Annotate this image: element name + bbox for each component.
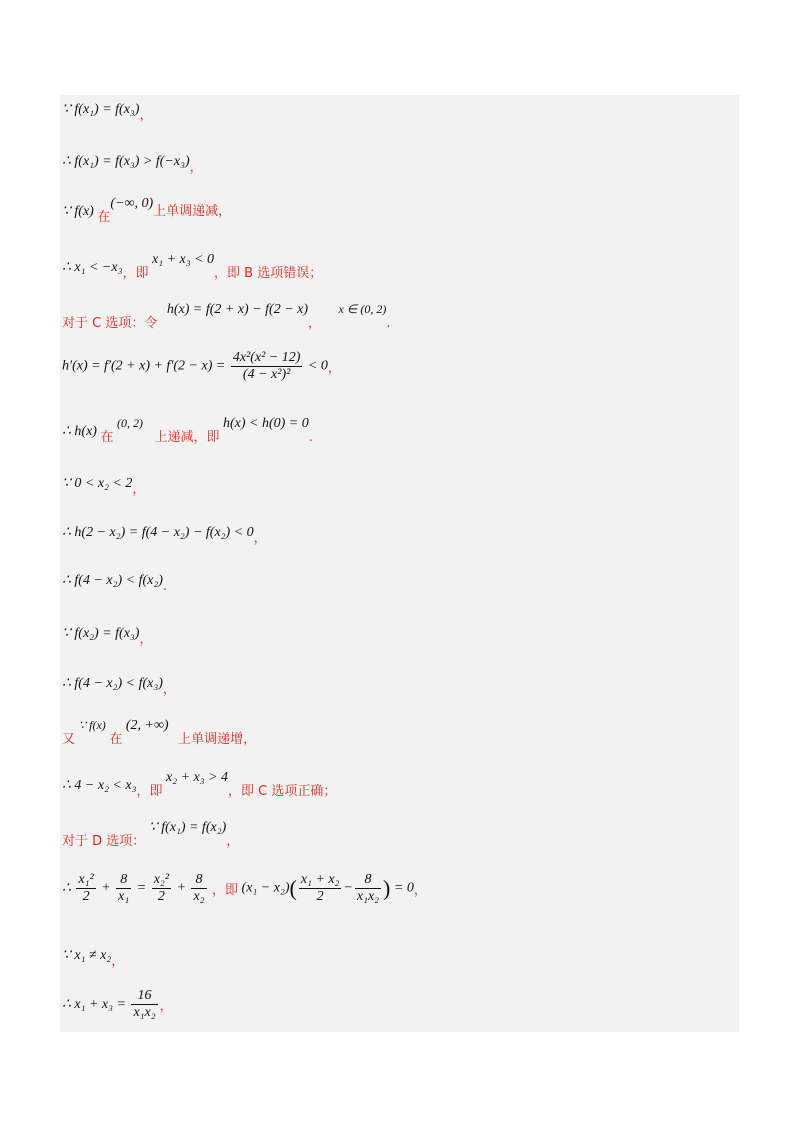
math-expression: ∵ f(x₁) = f(x₃) bbox=[62, 102, 140, 117]
solution-line-2 bbox=[62, 150, 203, 175]
fraction-numerator: 8 bbox=[116, 872, 131, 889]
chinese-text: ，即 bbox=[122, 266, 149, 281]
punctuation: ， bbox=[162, 682, 176, 697]
chinese-text: 上单调递增， bbox=[178, 732, 257, 747]
solution-line-14 bbox=[62, 770, 337, 799]
chinese-text: 对于 C 选项：令 bbox=[62, 316, 158, 331]
fraction bbox=[131, 988, 157, 1021]
fraction-denominator: 2 bbox=[82, 889, 90, 904]
chinese-text: ，即 bbox=[136, 784, 163, 799]
math-operator: − bbox=[343, 880, 353, 896]
solution-line-6 bbox=[62, 350, 341, 383]
math-expression: ∴ 4 − x₂ < x₃ bbox=[62, 778, 137, 793]
math-expression: ∴ f(x₁) = f(x₃) > f(−x₃) bbox=[62, 154, 190, 169]
math-operator: + bbox=[176, 880, 186, 896]
math-expression: ∵ 0 < x₂ < 2 bbox=[62, 476, 133, 491]
fraction bbox=[76, 872, 95, 905]
fraction-numerator: x₁² bbox=[78, 872, 94, 887]
chinese-text: 上单调递减， bbox=[153, 204, 232, 219]
math-expression: ∵ x₁ ≠ x₂ bbox=[62, 948, 112, 963]
math-expression: ∴ h(2 − x₂) = f(4 − x₂) − f(x₂) < 0 bbox=[62, 525, 254, 540]
math-expression: ∵ f(x₂) = f(x₃) bbox=[62, 626, 140, 641]
fraction-denominator: (4 − x²)² bbox=[242, 367, 291, 382]
chinese-text: ，即 C 选项正确； bbox=[228, 784, 337, 799]
fraction bbox=[299, 872, 342, 905]
math-expression: x₂ + x₃ > 4 bbox=[165, 770, 229, 785]
punctuation: ， bbox=[327, 361, 341, 376]
solution-line-10 bbox=[62, 572, 168, 594]
solution-line-3 bbox=[62, 196, 232, 225]
math-interval: (0, 2) bbox=[116, 416, 143, 430]
solution-line-4 bbox=[62, 252, 323, 281]
math-expression: ∴ x₁ < −x₃ bbox=[62, 260, 123, 275]
math-operator: = bbox=[136, 880, 147, 896]
fraction-numerator: x₁ + x₂ bbox=[300, 872, 340, 887]
left-paren: ( bbox=[289, 875, 297, 901]
solution-line-9 bbox=[62, 521, 267, 546]
math-operator: + bbox=[101, 880, 111, 896]
math-expression: ∴ f(4 − x₂) < f(x₂) bbox=[62, 573, 163, 588]
right-paren: ) bbox=[383, 875, 391, 901]
chinese-text: ，即 bbox=[212, 883, 239, 898]
punctuation: . bbox=[308, 430, 313, 445]
chinese-text: 在 bbox=[109, 732, 123, 747]
fraction-denominator: x₁x₂ bbox=[356, 889, 380, 904]
chinese-text: 上递减，即 bbox=[154, 430, 220, 445]
solution-line-8 bbox=[62, 472, 146, 497]
fraction-numerator: 8 bbox=[355, 872, 381, 889]
math-expression: ∵ f(x) bbox=[78, 718, 106, 732]
fraction-denominator: x₁x₂ bbox=[133, 1005, 156, 1020]
chinese-text: 在 bbox=[100, 430, 114, 445]
math-expression: h′(x) = f′(2 + x) + f′(2 − x) = bbox=[62, 358, 226, 374]
solution-line-17 bbox=[62, 944, 125, 969]
math-interval: (−∞, 0) bbox=[110, 196, 154, 211]
fraction-denominator: 2 bbox=[157, 889, 165, 904]
punctuation: ， bbox=[139, 108, 153, 123]
math-expression: h(x) = f(2 + x) − f(2 − x) bbox=[166, 302, 309, 317]
math-interval: (2, +∞) bbox=[125, 718, 169, 733]
punctuation: ， bbox=[139, 632, 153, 647]
punctuation: ， bbox=[253, 531, 267, 546]
solution-line-7 bbox=[62, 416, 313, 445]
fraction bbox=[191, 872, 206, 905]
math-domain: x ∈ (0, 2) bbox=[338, 302, 387, 316]
solution-line-12 bbox=[62, 672, 176, 697]
chinese-text: ，即 B 选项错误； bbox=[214, 266, 323, 281]
math-expression: (x₁ − x₂) bbox=[241, 880, 290, 896]
math-expression: h(x) < h(0) = 0 bbox=[222, 416, 309, 431]
fraction bbox=[231, 350, 303, 383]
fraction-numerator: 4x²(x² − 12) bbox=[232, 350, 301, 365]
fraction-numerator: 8 bbox=[191, 872, 206, 889]
punctuation: ， bbox=[189, 160, 203, 175]
fraction bbox=[152, 872, 171, 905]
fraction-numerator: 16 bbox=[131, 988, 157, 1005]
math-expression: ∴ h(x) bbox=[62, 424, 97, 439]
solution-line-5 bbox=[62, 302, 391, 331]
math-expression: ∴ f(4 − x₂) < f(x₃) bbox=[62, 676, 163, 691]
math-expression: < 0 bbox=[307, 358, 328, 374]
punctuation: ， bbox=[111, 954, 125, 969]
fraction-denominator: 2 bbox=[316, 889, 324, 904]
math-expression: x₁ + x₃ < 0 bbox=[151, 252, 215, 267]
fraction bbox=[355, 872, 381, 905]
solution-line-16 bbox=[62, 872, 427, 905]
solution-line-18 bbox=[62, 988, 173, 1021]
solution-line-13 bbox=[62, 718, 257, 747]
math-symbol: ∴ bbox=[62, 881, 71, 896]
punctuation: ， bbox=[132, 482, 146, 497]
math-expression: = 0 bbox=[393, 880, 414, 896]
solution-line-11 bbox=[62, 622, 153, 647]
math-expression: ∵ f(x₁) = f(x₂) bbox=[148, 820, 227, 835]
punctuation: ， bbox=[159, 999, 173, 1014]
fraction-numerator: x₂² bbox=[153, 872, 169, 887]
chinese-text: 在 bbox=[97, 210, 111, 225]
chinese-text: 又 bbox=[62, 732, 76, 747]
math-expression: ∵ f(x) bbox=[62, 204, 94, 219]
punctuation: ， bbox=[413, 883, 427, 898]
fraction-denominator: x₁ bbox=[118, 889, 130, 904]
fraction-denominator: x₂ bbox=[193, 889, 205, 904]
solution-line-15 bbox=[62, 820, 240, 849]
fraction bbox=[116, 872, 131, 905]
punctuation: ， bbox=[226, 834, 240, 849]
punctuation: . bbox=[162, 579, 168, 594]
chinese-text: 对于 D 选项： bbox=[62, 834, 146, 849]
solution-line-1 bbox=[62, 98, 153, 123]
punctuation: . bbox=[386, 316, 391, 331]
math-expression: ∴ x₁ + x₃ = bbox=[62, 997, 126, 1012]
punctuation: ， bbox=[308, 316, 322, 331]
